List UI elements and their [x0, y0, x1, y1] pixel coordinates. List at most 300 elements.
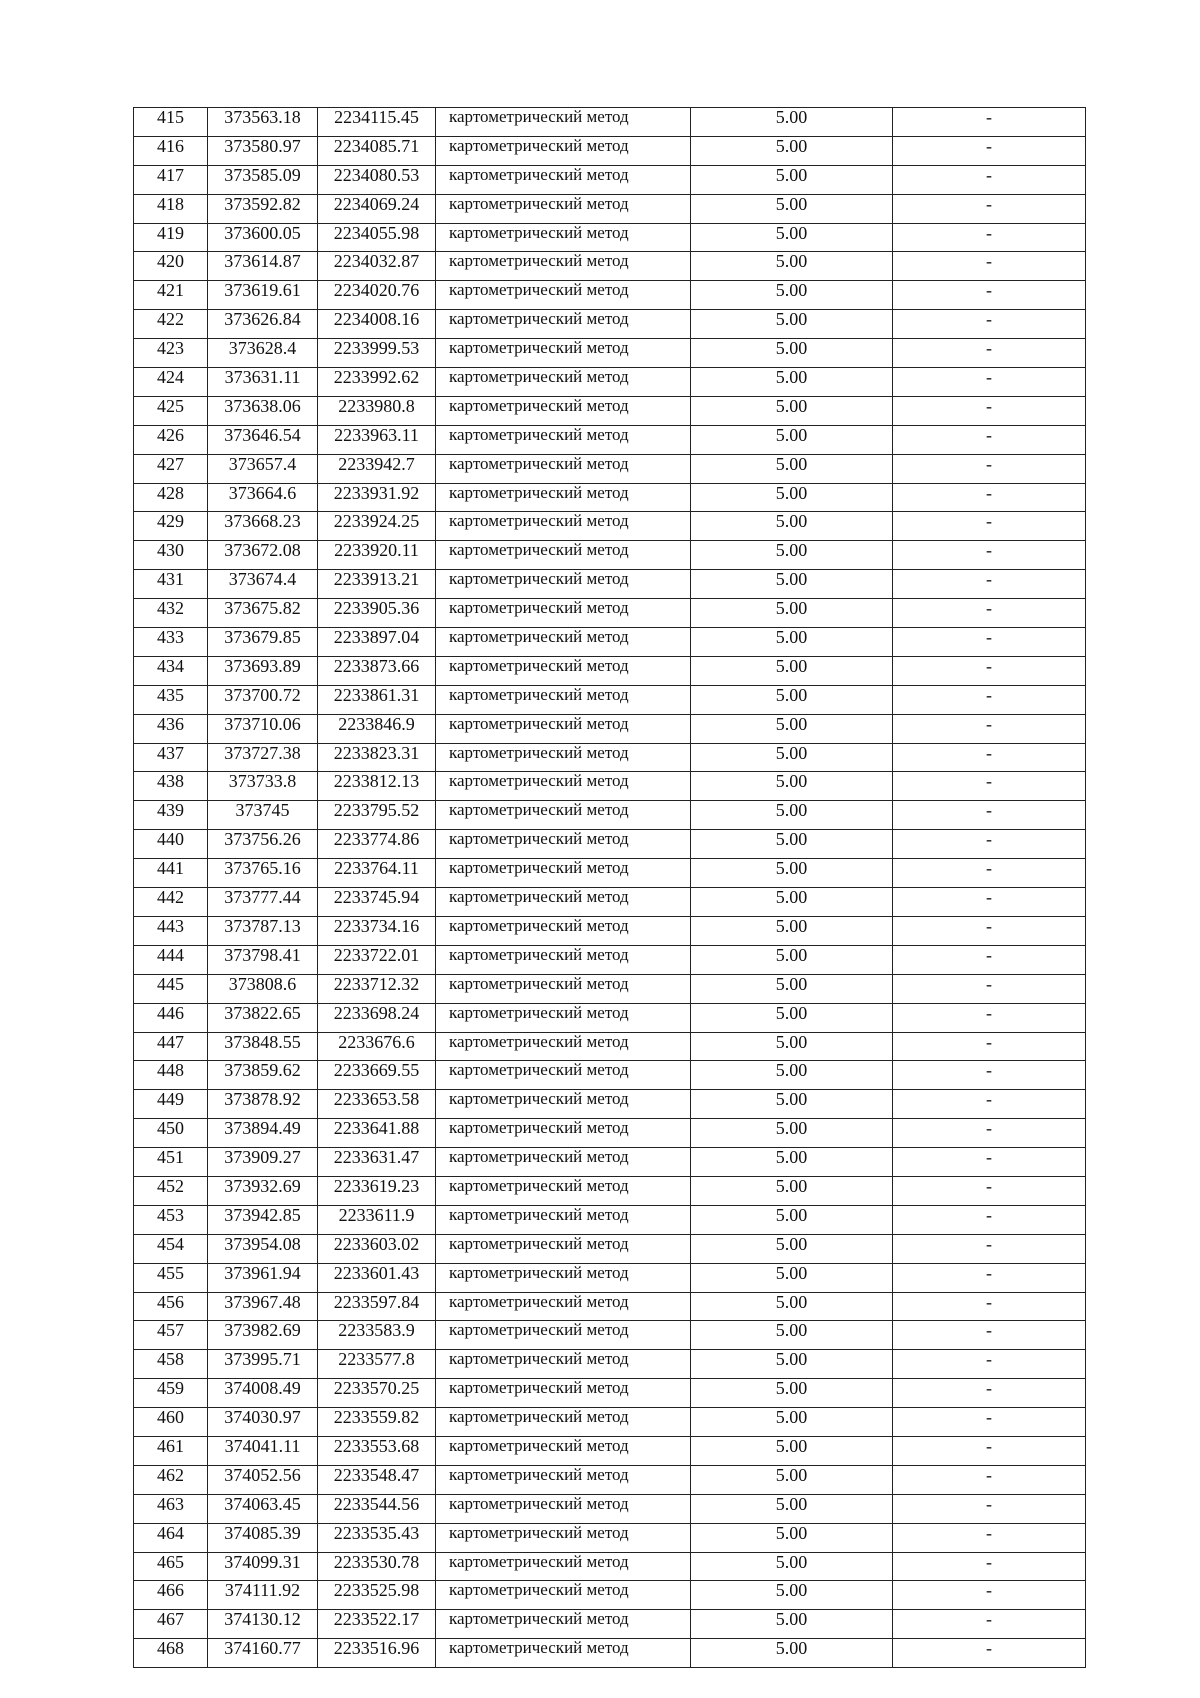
table-row — [134, 888, 1086, 917]
accuracy-cell: 5.00 — [691, 339, 893, 368]
table-row — [134, 714, 1086, 743]
point-number-cell: 416 — [134, 136, 208, 165]
accuracy-cell: 5.00 — [691, 974, 893, 1003]
x-coordinate-cell: 374085.39 — [208, 1523, 318, 1552]
y-coordinate-cell: 2233942.7 — [318, 454, 436, 483]
accuracy-cell: 5.00 — [691, 1321, 893, 1350]
x-coordinate-cell: 374052.56 — [208, 1465, 318, 1494]
accuracy-cell: 5.00 — [691, 1639, 893, 1668]
x-coordinate-cell: 373727.38 — [208, 743, 318, 772]
y-coordinate-cell: 2234069.24 — [318, 194, 436, 223]
table-row — [134, 772, 1086, 801]
table-row — [134, 1119, 1086, 1148]
table-row — [134, 1292, 1086, 1321]
note-cell: - — [893, 1494, 1086, 1523]
point-number-cell: 446 — [134, 1003, 208, 1032]
accuracy-cell: 5.00 — [691, 1205, 893, 1234]
table-row — [134, 656, 1086, 685]
point-number-cell: 417 — [134, 165, 208, 194]
table-row — [134, 1148, 1086, 1177]
accuracy-cell: 5.00 — [691, 801, 893, 830]
accuracy-cell: 5.00 — [691, 888, 893, 917]
point-number-cell: 415 — [134, 108, 208, 137]
x-coordinate-cell: 373756.26 — [208, 830, 318, 859]
table-row — [134, 1581, 1086, 1610]
note-cell: - — [893, 1003, 1086, 1032]
y-coordinate-cell: 2233522.17 — [318, 1610, 436, 1639]
method-cell: картометрический метод — [436, 714, 691, 743]
point-number-cell: 442 — [134, 888, 208, 917]
x-coordinate-cell: 374030.97 — [208, 1408, 318, 1437]
point-number-cell: 427 — [134, 454, 208, 483]
method-cell: картометрический метод — [436, 1581, 691, 1610]
note-cell: - — [893, 108, 1086, 137]
y-coordinate-cell: 2233525.98 — [318, 1581, 436, 1610]
note-cell: - — [893, 1408, 1086, 1437]
y-coordinate-cell: 2233764.11 — [318, 859, 436, 888]
y-coordinate-cell: 2233823.31 — [318, 743, 436, 772]
note-cell: - — [893, 801, 1086, 830]
point-number-cell: 458 — [134, 1350, 208, 1379]
x-coordinate-cell: 373664.6 — [208, 483, 318, 512]
table-row — [134, 252, 1086, 281]
accuracy-cell: 5.00 — [691, 1379, 893, 1408]
x-coordinate-cell: 373798.41 — [208, 945, 318, 974]
method-cell: картометрический метод — [436, 859, 691, 888]
note-cell: - — [893, 512, 1086, 541]
table-row — [134, 1465, 1086, 1494]
accuracy-cell: 5.00 — [691, 1061, 893, 1090]
accuracy-cell: 5.00 — [691, 628, 893, 657]
y-coordinate-cell: 2234055.98 — [318, 223, 436, 252]
point-number-cell: 428 — [134, 483, 208, 512]
y-coordinate-cell: 2233992.62 — [318, 368, 436, 397]
method-cell: картометрический метод — [436, 1234, 691, 1263]
accuracy-cell: 5.00 — [691, 1234, 893, 1263]
y-coordinate-cell: 2233641.88 — [318, 1119, 436, 1148]
note-cell: - — [893, 1176, 1086, 1205]
y-coordinate-cell: 2233905.36 — [318, 599, 436, 628]
x-coordinate-cell: 373822.65 — [208, 1003, 318, 1032]
point-number-cell: 439 — [134, 801, 208, 830]
y-coordinate-cell: 2233583.9 — [318, 1321, 436, 1350]
note-cell: - — [893, 1350, 1086, 1379]
method-cell: картометрический метод — [436, 656, 691, 685]
x-coordinate-cell: 373710.06 — [208, 714, 318, 743]
note-cell: - — [893, 1234, 1086, 1263]
x-coordinate-cell: 373614.87 — [208, 252, 318, 281]
table-row — [134, 1379, 1086, 1408]
y-coordinate-cell: 2233530.78 — [318, 1552, 436, 1581]
table-row — [134, 1205, 1086, 1234]
note-cell: - — [893, 541, 1086, 570]
x-coordinate-cell: 373585.09 — [208, 165, 318, 194]
y-coordinate-cell: 2233913.21 — [318, 570, 436, 599]
table-row — [134, 108, 1086, 137]
method-cell: картометрический метод — [436, 743, 691, 772]
point-number-cell: 432 — [134, 599, 208, 628]
note-cell: - — [893, 1263, 1086, 1292]
note-cell: - — [893, 859, 1086, 888]
table-row — [134, 859, 1086, 888]
note-cell: - — [893, 974, 1086, 1003]
table-row — [134, 541, 1086, 570]
coordinates-table-body — [134, 108, 1086, 1668]
point-number-cell: 443 — [134, 916, 208, 945]
x-coordinate-cell: 374008.49 — [208, 1379, 318, 1408]
accuracy-cell: 5.00 — [691, 1581, 893, 1610]
point-number-cell: 440 — [134, 830, 208, 859]
point-number-cell: 435 — [134, 685, 208, 714]
method-cell: картометрический метод — [436, 1465, 691, 1494]
table-row — [134, 1552, 1086, 1581]
accuracy-cell: 5.00 — [691, 656, 893, 685]
x-coordinate-cell: 373894.49 — [208, 1119, 318, 1148]
table-row — [134, 1610, 1086, 1639]
method-cell: картометрический метод — [436, 541, 691, 570]
accuracy-cell: 5.00 — [691, 1465, 893, 1494]
point-number-cell: 468 — [134, 1639, 208, 1668]
note-cell: - — [893, 916, 1086, 945]
note-cell: - — [893, 714, 1086, 743]
note-cell: - — [893, 310, 1086, 339]
method-cell: картометрический метод — [436, 252, 691, 281]
x-coordinate-cell: 374099.31 — [208, 1552, 318, 1581]
point-number-cell: 455 — [134, 1263, 208, 1292]
y-coordinate-cell: 2234020.76 — [318, 281, 436, 310]
note-cell: - — [893, 1148, 1086, 1177]
x-coordinate-cell: 373631.11 — [208, 368, 318, 397]
point-number-cell: 425 — [134, 396, 208, 425]
note-cell: - — [893, 1639, 1086, 1668]
point-number-cell: 448 — [134, 1061, 208, 1090]
accuracy-cell: 5.00 — [691, 1350, 893, 1379]
y-coordinate-cell: 2233548.47 — [318, 1465, 436, 1494]
x-coordinate-cell: 373563.18 — [208, 108, 318, 137]
accuracy-cell: 5.00 — [691, 136, 893, 165]
method-cell: картометрический метод — [436, 830, 691, 859]
note-cell: - — [893, 888, 1086, 917]
point-number-cell: 445 — [134, 974, 208, 1003]
method-cell: картометрический метод — [436, 1061, 691, 1090]
note-cell: - — [893, 685, 1086, 714]
note-cell: - — [893, 425, 1086, 454]
note-cell: - — [893, 570, 1086, 599]
table-row — [134, 396, 1086, 425]
method-cell: картометрический метод — [436, 628, 691, 657]
point-number-cell: 431 — [134, 570, 208, 599]
table-row — [134, 483, 1086, 512]
accuracy-cell: 5.00 — [691, 1148, 893, 1177]
note-cell: - — [893, 945, 1086, 974]
x-coordinate-cell: 373674.4 — [208, 570, 318, 599]
accuracy-cell: 5.00 — [691, 1552, 893, 1581]
x-coordinate-cell: 374063.45 — [208, 1494, 318, 1523]
note-cell: - — [893, 628, 1086, 657]
table-row — [134, 974, 1086, 1003]
point-number-cell: 463 — [134, 1494, 208, 1523]
x-coordinate-cell: 373982.69 — [208, 1321, 318, 1350]
accuracy-cell: 5.00 — [691, 1436, 893, 1465]
method-cell: картометрический метод — [436, 1003, 691, 1032]
table-row — [134, 136, 1086, 165]
method-cell: картометрический метод — [436, 1090, 691, 1119]
method-cell: картометрический метод — [436, 1263, 691, 1292]
accuracy-cell: 5.00 — [691, 916, 893, 945]
y-coordinate-cell: 2233812.13 — [318, 772, 436, 801]
table-row — [134, 281, 1086, 310]
point-number-cell: 460 — [134, 1408, 208, 1437]
point-number-cell: 422 — [134, 310, 208, 339]
y-coordinate-cell: 2233516.96 — [318, 1639, 436, 1668]
method-cell: картометрический метод — [436, 483, 691, 512]
point-number-cell: 453 — [134, 1205, 208, 1234]
note-cell: - — [893, 368, 1086, 397]
accuracy-cell: 5.00 — [691, 512, 893, 541]
x-coordinate-cell: 373967.48 — [208, 1292, 318, 1321]
method-cell: картометрический метод — [436, 1032, 691, 1061]
y-coordinate-cell: 2233535.43 — [318, 1523, 436, 1552]
method-cell: картометрический метод — [436, 1552, 691, 1581]
method-cell: картометрический метод — [436, 1148, 691, 1177]
y-coordinate-cell: 2234085.71 — [318, 136, 436, 165]
accuracy-cell: 5.00 — [691, 714, 893, 743]
point-number-cell: 429 — [134, 512, 208, 541]
y-coordinate-cell: 2233611.9 — [318, 1205, 436, 1234]
y-coordinate-cell: 2234115.45 — [318, 108, 436, 137]
point-number-cell: 433 — [134, 628, 208, 657]
table-row — [134, 1321, 1086, 1350]
y-coordinate-cell: 2233577.8 — [318, 1350, 436, 1379]
x-coordinate-cell: 373777.44 — [208, 888, 318, 917]
x-coordinate-cell: 373878.92 — [208, 1090, 318, 1119]
method-cell: картометрический метод — [436, 1321, 691, 1350]
accuracy-cell: 5.00 — [691, 1610, 893, 1639]
table-row — [134, 194, 1086, 223]
accuracy-cell: 5.00 — [691, 1090, 893, 1119]
point-number-cell: 430 — [134, 541, 208, 570]
note-cell: - — [893, 1610, 1086, 1639]
point-number-cell: 451 — [134, 1148, 208, 1177]
method-cell: картометрический метод — [436, 281, 691, 310]
point-number-cell: 420 — [134, 252, 208, 281]
method-cell: картометрический метод — [436, 974, 691, 1003]
accuracy-cell: 5.00 — [691, 310, 893, 339]
method-cell: картометрический метод — [436, 1523, 691, 1552]
coordinates-table — [133, 107, 1086, 1668]
point-number-cell: 464 — [134, 1523, 208, 1552]
method-cell: картометрический метод — [436, 165, 691, 194]
accuracy-cell: 5.00 — [691, 1494, 893, 1523]
table-row — [134, 223, 1086, 252]
y-coordinate-cell: 2233722.01 — [318, 945, 436, 974]
y-coordinate-cell: 2233669.55 — [318, 1061, 436, 1090]
x-coordinate-cell: 373995.71 — [208, 1350, 318, 1379]
note-cell: - — [893, 1552, 1086, 1581]
table-row — [134, 1408, 1086, 1437]
point-number-cell: 447 — [134, 1032, 208, 1061]
method-cell: картометрический метод — [436, 916, 691, 945]
accuracy-cell: 5.00 — [691, 368, 893, 397]
point-number-cell: 426 — [134, 425, 208, 454]
method-cell: картометрический метод — [436, 599, 691, 628]
table-row — [134, 1003, 1086, 1032]
y-coordinate-cell: 2233559.82 — [318, 1408, 436, 1437]
accuracy-cell: 5.00 — [691, 194, 893, 223]
y-coordinate-cell: 2233897.04 — [318, 628, 436, 657]
method-cell: картометрический метод — [436, 772, 691, 801]
y-coordinate-cell: 2234032.87 — [318, 252, 436, 281]
method-cell: картометрический метод — [436, 425, 691, 454]
accuracy-cell: 5.00 — [691, 1523, 893, 1552]
method-cell: картометрический метод — [436, 1176, 691, 1205]
note-cell: - — [893, 599, 1086, 628]
y-coordinate-cell: 2233698.24 — [318, 1003, 436, 1032]
note-cell: - — [893, 743, 1086, 772]
note-cell: - — [893, 339, 1086, 368]
point-number-cell: 421 — [134, 281, 208, 310]
accuracy-cell: 5.00 — [691, 252, 893, 281]
table-row — [134, 339, 1086, 368]
x-coordinate-cell: 373668.23 — [208, 512, 318, 541]
x-coordinate-cell: 373745 — [208, 801, 318, 830]
y-coordinate-cell: 2233712.32 — [318, 974, 436, 1003]
accuracy-cell: 5.00 — [691, 281, 893, 310]
x-coordinate-cell: 373765.16 — [208, 859, 318, 888]
x-coordinate-cell: 373619.61 — [208, 281, 318, 310]
y-coordinate-cell: 2233603.02 — [318, 1234, 436, 1263]
note-cell: - — [893, 396, 1086, 425]
point-number-cell: 456 — [134, 1292, 208, 1321]
note-cell: - — [893, 281, 1086, 310]
table-row — [134, 1263, 1086, 1292]
table-row — [134, 1494, 1086, 1523]
x-coordinate-cell: 373787.13 — [208, 916, 318, 945]
note-cell: - — [893, 252, 1086, 281]
table-row — [134, 570, 1086, 599]
point-number-cell: 424 — [134, 368, 208, 397]
table-row — [134, 628, 1086, 657]
x-coordinate-cell: 374130.12 — [208, 1610, 318, 1639]
table-row — [134, 1234, 1086, 1263]
point-number-cell: 419 — [134, 223, 208, 252]
method-cell: картометрический метод — [436, 194, 691, 223]
table-row — [134, 685, 1086, 714]
method-cell: картометрический метод — [436, 1379, 691, 1408]
method-cell: картометрический метод — [436, 1639, 691, 1668]
accuracy-cell: 5.00 — [691, 1408, 893, 1437]
table-row — [134, 599, 1086, 628]
accuracy-cell: 5.00 — [691, 165, 893, 194]
y-coordinate-cell: 2233553.68 — [318, 1436, 436, 1465]
method-cell: картометрический метод — [436, 1350, 691, 1379]
x-coordinate-cell: 373679.85 — [208, 628, 318, 657]
method-cell: картометрический метод — [436, 685, 691, 714]
table-row — [134, 310, 1086, 339]
accuracy-cell: 5.00 — [691, 830, 893, 859]
table-row — [134, 425, 1086, 454]
table-row — [134, 945, 1086, 974]
method-cell: картометрический метод — [436, 223, 691, 252]
note-cell: - — [893, 1465, 1086, 1494]
method-cell: картометрический метод — [436, 368, 691, 397]
method-cell: картометрический метод — [436, 801, 691, 830]
accuracy-cell: 5.00 — [691, 396, 893, 425]
point-number-cell: 452 — [134, 1176, 208, 1205]
method-cell: картометрический метод — [436, 1494, 691, 1523]
x-coordinate-cell: 373646.54 — [208, 425, 318, 454]
table-row — [134, 454, 1086, 483]
method-cell: картометрический метод — [436, 945, 691, 974]
x-coordinate-cell: 373909.27 — [208, 1148, 318, 1177]
accuracy-cell: 5.00 — [691, 1176, 893, 1205]
table-row — [134, 1032, 1086, 1061]
table-row — [134, 368, 1086, 397]
note-cell: - — [893, 223, 1086, 252]
note-cell: - — [893, 165, 1086, 194]
y-coordinate-cell: 2233745.94 — [318, 888, 436, 917]
table-row — [134, 1523, 1086, 1552]
y-coordinate-cell: 2233676.6 — [318, 1032, 436, 1061]
x-coordinate-cell: 373657.4 — [208, 454, 318, 483]
y-coordinate-cell: 2233924.25 — [318, 512, 436, 541]
table-row — [134, 165, 1086, 194]
x-coordinate-cell: 373628.4 — [208, 339, 318, 368]
table-row — [134, 1350, 1086, 1379]
y-coordinate-cell: 2233631.47 — [318, 1148, 436, 1177]
y-coordinate-cell: 2233873.66 — [318, 656, 436, 685]
point-number-cell: 462 — [134, 1465, 208, 1494]
y-coordinate-cell: 2233931.92 — [318, 483, 436, 512]
accuracy-cell: 5.00 — [691, 945, 893, 974]
method-cell: картометрический метод — [436, 1610, 691, 1639]
point-number-cell: 457 — [134, 1321, 208, 1350]
accuracy-cell: 5.00 — [691, 108, 893, 137]
x-coordinate-cell: 373808.6 — [208, 974, 318, 1003]
accuracy-cell: 5.00 — [691, 685, 893, 714]
x-coordinate-cell: 373638.06 — [208, 396, 318, 425]
table-row — [134, 1090, 1086, 1119]
note-cell: - — [893, 1523, 1086, 1552]
method-cell: картометрический метод — [436, 1119, 691, 1148]
accuracy-cell: 5.00 — [691, 1292, 893, 1321]
y-coordinate-cell: 2233980.8 — [318, 396, 436, 425]
point-number-cell: 459 — [134, 1379, 208, 1408]
y-coordinate-cell: 2233774.86 — [318, 830, 436, 859]
accuracy-cell: 5.00 — [691, 1032, 893, 1061]
x-coordinate-cell: 373580.97 — [208, 136, 318, 165]
note-cell: - — [893, 454, 1086, 483]
x-coordinate-cell: 373700.72 — [208, 685, 318, 714]
point-number-cell: 444 — [134, 945, 208, 974]
point-number-cell: 434 — [134, 656, 208, 685]
point-number-cell: 465 — [134, 1552, 208, 1581]
note-cell: - — [893, 1292, 1086, 1321]
method-cell: картометрический метод — [436, 512, 691, 541]
y-coordinate-cell: 2233570.25 — [318, 1379, 436, 1408]
table-row — [134, 830, 1086, 859]
method-cell: картометрический метод — [436, 888, 691, 917]
table-row — [134, 1176, 1086, 1205]
accuracy-cell: 5.00 — [691, 223, 893, 252]
point-number-cell: 423 — [134, 339, 208, 368]
method-cell: картометрический метод — [436, 1292, 691, 1321]
point-number-cell: 436 — [134, 714, 208, 743]
note-cell: - — [893, 1436, 1086, 1465]
table-row — [134, 512, 1086, 541]
table-row — [134, 1639, 1086, 1668]
point-number-cell: 454 — [134, 1234, 208, 1263]
